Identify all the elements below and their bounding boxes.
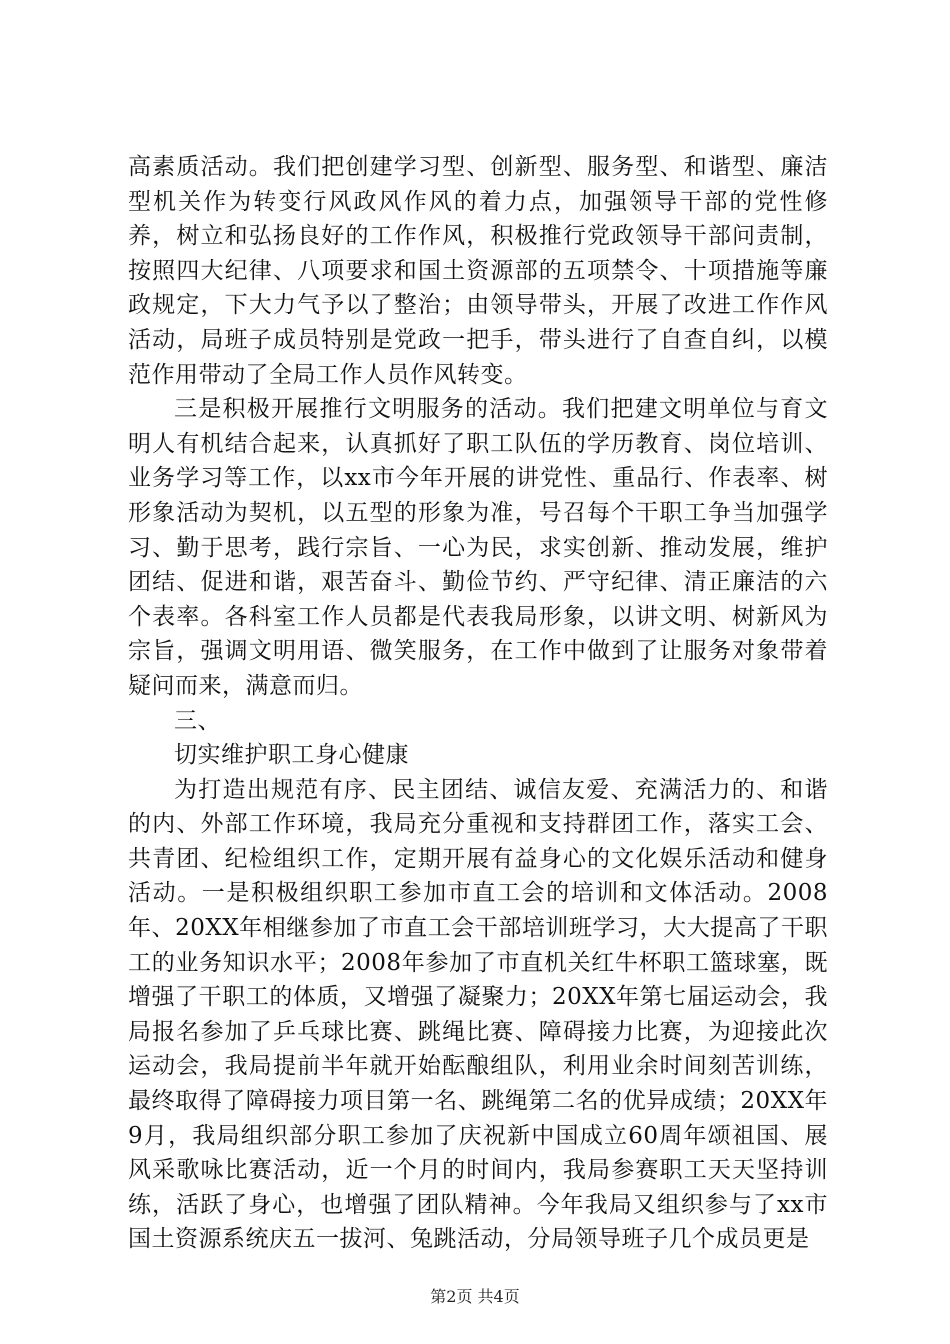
page-footer: 第2页 共4页: [430, 1287, 520, 1306]
paragraph: 三是积极开展推行文明服务的活动。我们把建文明单位与育文明人有机结合起来，认真抓好了职工队伍的学历教育、岗位培训、业务学习等工作，以xx市今年开展的讲党性、重品行、作表率、树形象活动为契机，以五型的形象为准，号召每个干职工争当加强学习、勤于思考，践行宗旨、一心为民，求实创新、推动发展，维护团结、促进和谐，艰苦奋斗、勤俭节约、严守纪律、清正廉洁的六个表率。各科室工作人员都是代表我局形象，以讲文明、树新风为宗旨，强调文明用语、微笑服务，在工作中做到了让服务对象带着疑问而来，满意而归。: [128, 396, 828, 699]
body-text: [128, 150, 828, 1257]
section-number: 三、: [174, 707, 221, 734]
section-heading: 切实维护职工身心健康: [174, 742, 409, 769]
paragraph: 高素质活动。我们把创建学习型、创新型、服务型、和谐型、廉洁型机关作为转变行风政风作风的着力点，加强领导干部的党性修养，树立和弘扬良好的工作作风，积极推行党政领导干部问责制，按照四大纪律、八项要求和国土资源部的五项禁令、十项措施等廉政规定，下大力气予以了整治；由领导带头，开展了改进工作作风活动，局班子成员特别是党政一把手，带头进行了自查自纠，以模范作用带动了全局工作人员作风转变。: [128, 154, 828, 388]
paragraph: 为打造出规范有序、民主团结、诚信友爱、充满活力的、和谐的内、外部工作环境，我局充分重视和支持群团工作，落实工会、共青团、纪检组织工作，定期开展有益身心的文化娱乐活动和健身活动。一是积极组织职工参加市直工会的培训和文体活动。2008年、20XX年相继参加了市直工会干部培训班学习，大大提高了干职工的业务知识水平；2008年参加了市直机关红牛杯职工篮球塞，既增强了干职工的体质，又增强了凝聚力；20XX年第七届运动会，我局报名参加了乒乓球比赛、跳绳比赛、障碍接力比赛，为迎接此次运动会，我局提前半年就开始酝酿组队，利用业余时间刻苦训练，最终取得了障碍接力项目第一名、跳绳第二名的优异成绩；20XX年9月，我局组织部分职工参加了庆祝新中国成立60周年颂祖国、展风采歌咏比赛活动，近一个月的时间内，我局参赛职工天天坚持训练，活跃了身心，也增强了团队精神。今年我局又组织参与了xx市国土资源系统庆五一拔河、兔跳活动，分局领导班子几个成员更是: [128, 776, 828, 1253]
